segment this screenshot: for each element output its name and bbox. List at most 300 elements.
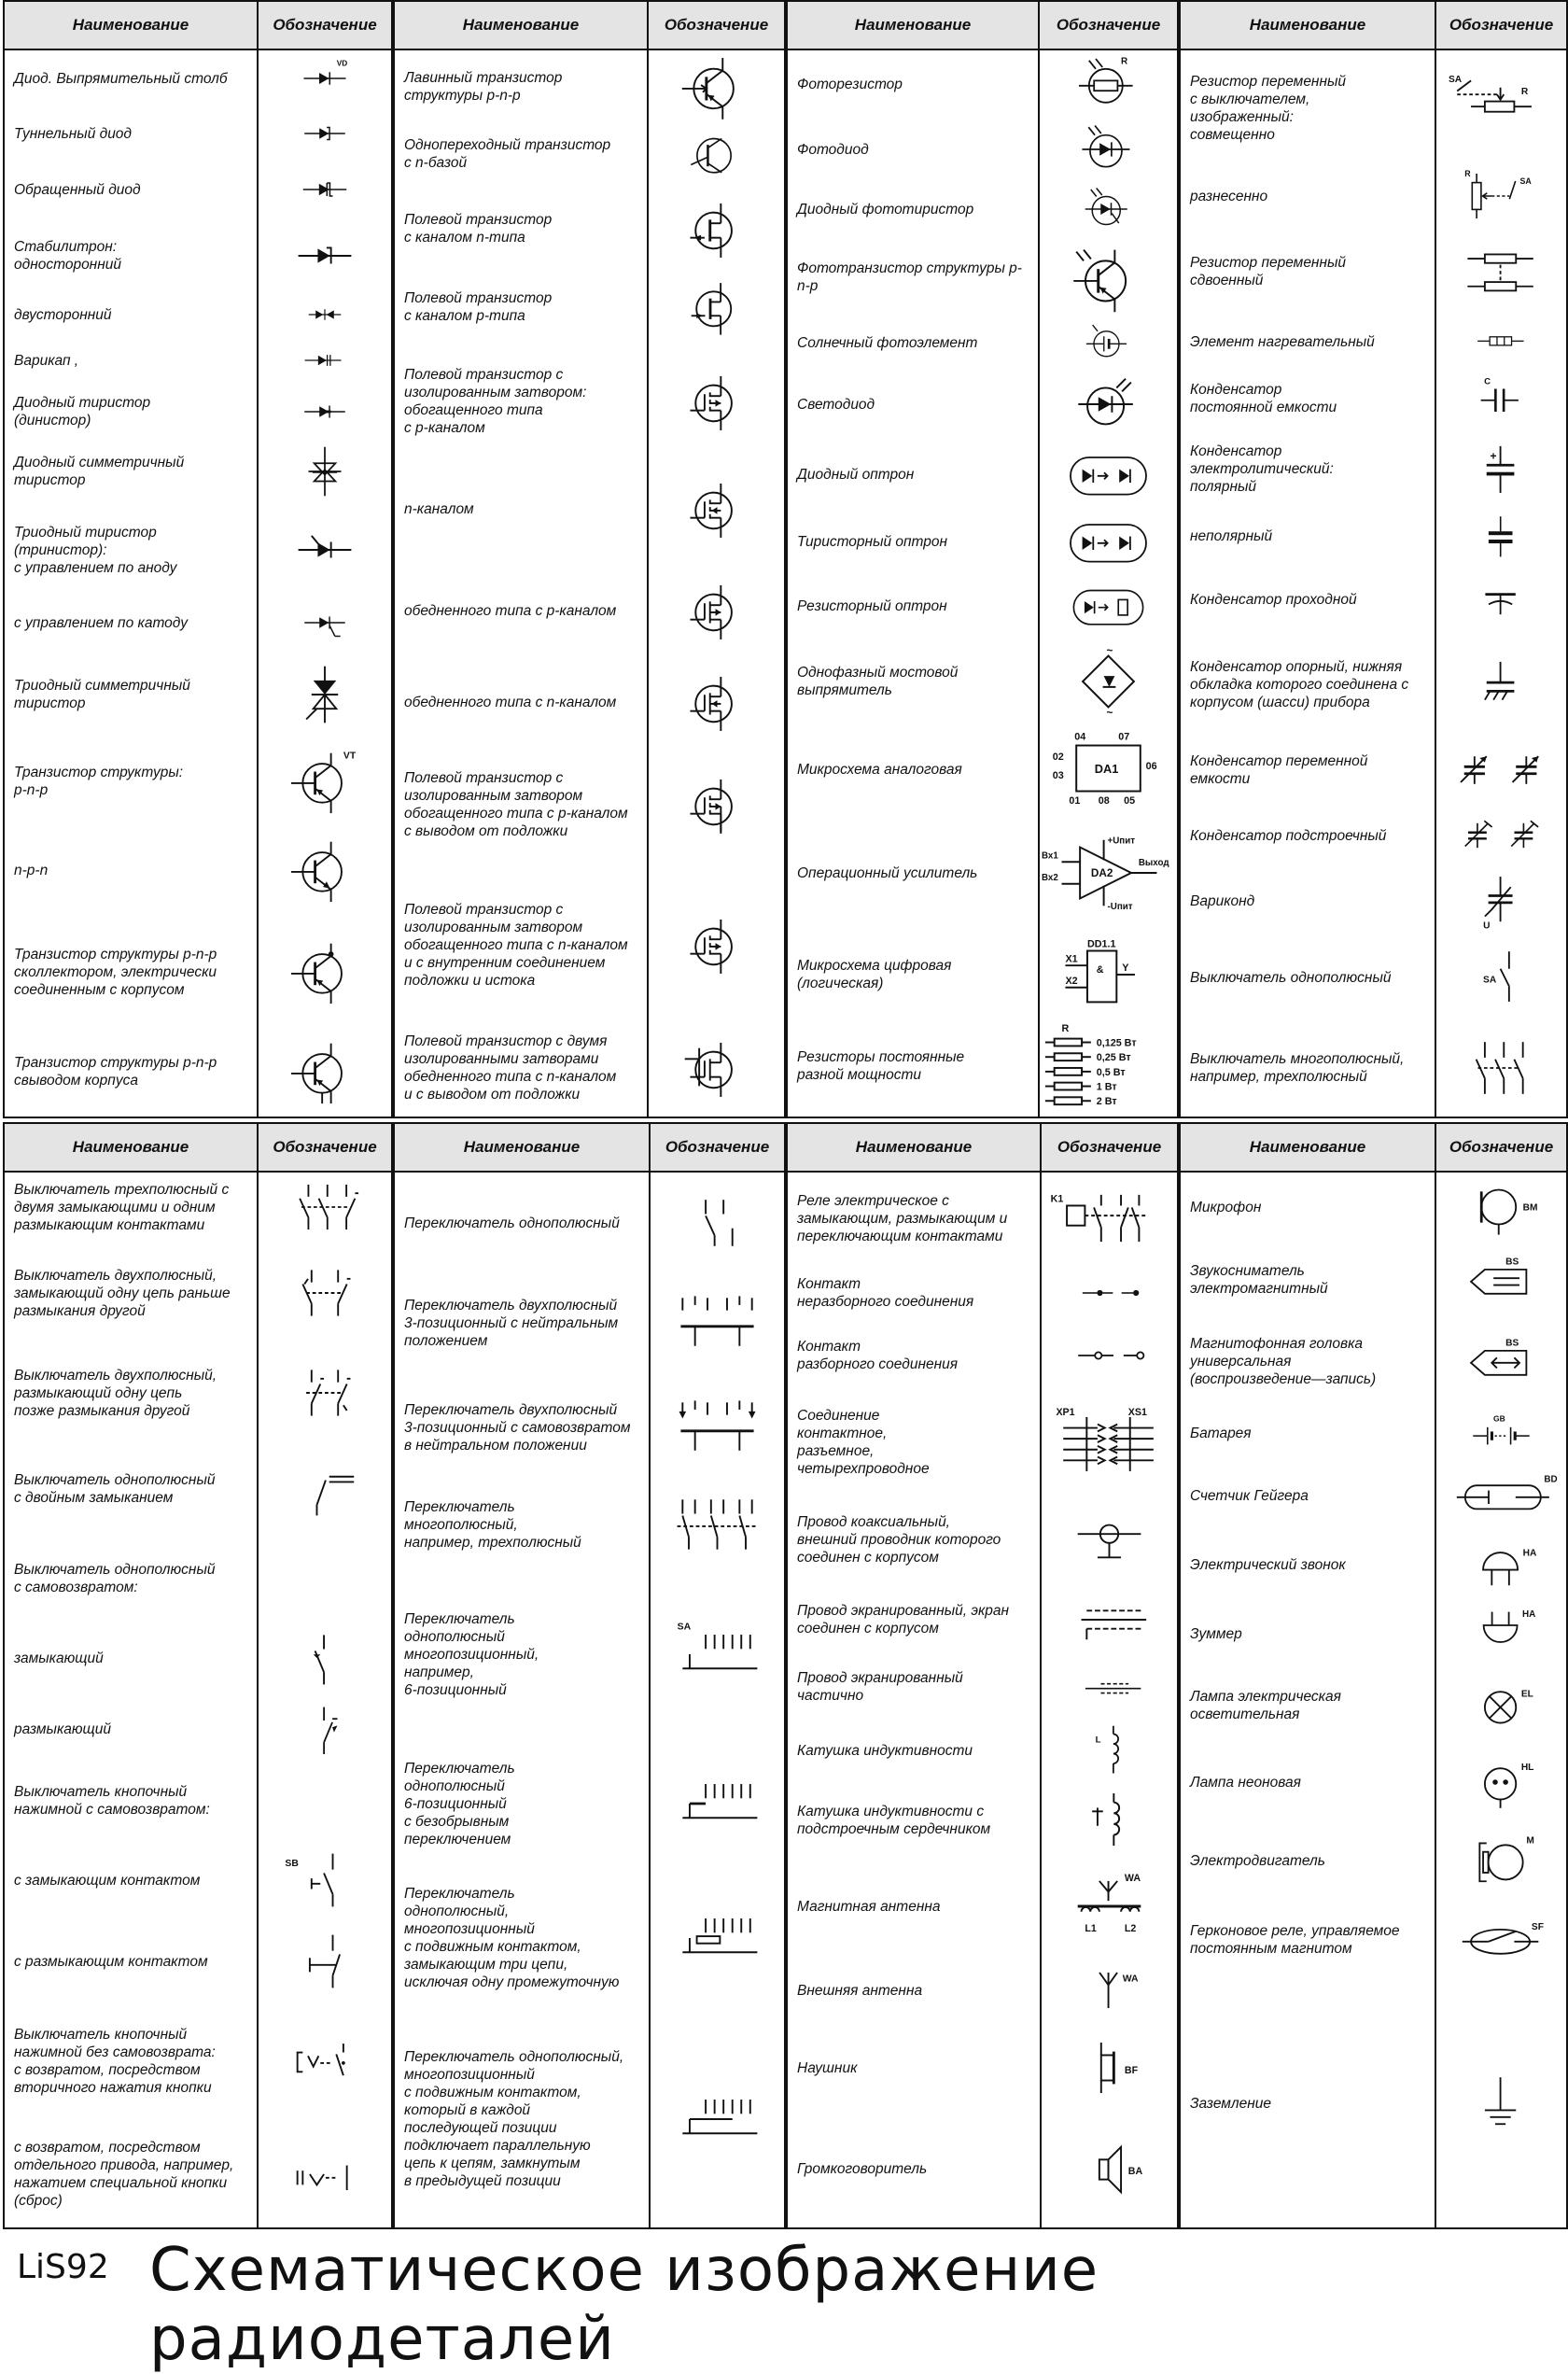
component-name: Лавинный транзистор структуры р-n-р [404, 70, 563, 104]
component-name: с размыкающим контактом [14, 1953, 208, 1970]
svg-text:07: 07 [1118, 731, 1130, 743]
polar-capacitor-icon [1436, 431, 1566, 506]
table-row [788, 50, 1177, 118]
spdt-changeover-icon [651, 1173, 784, 1273]
header-name: Наименование [72, 16, 189, 34]
table-row [788, 575, 1177, 637]
svg-text:HA: HA [1522, 1548, 1537, 1559]
table-row [395, 461, 784, 556]
table-row [788, 1656, 1177, 1718]
component-name: Переключатель однополюсный, многопозиционный с подвижным контактом, который в каждой последующей позиции подключает параллельную цепь к цепям, замкнутым в предыдущей позиции [404, 2049, 624, 2189]
table-row [5, 739, 391, 823]
component-name: Туннельный диод [14, 125, 132, 142]
svg-text:Выход: Выход [1138, 858, 1169, 869]
table-row [1181, 166, 1566, 226]
component-name: Переключатель двухполюсный 3-позиционный с самовозвратом в нейтральном положении [404, 1401, 631, 1454]
table-header [788, 1124, 1177, 1173]
component-name: n-p-n [14, 862, 49, 878]
table-row [395, 665, 784, 739]
svg-text:WA: WA [1124, 1872, 1141, 1884]
dp3t-neutral-icon [651, 1273, 784, 1372]
component-name: Переключатель многополюсный, например, трехполюсный [404, 1498, 581, 1551]
svg-text:R: R [1061, 1022, 1070, 1034]
table-row [5, 1242, 391, 1344]
svg-text:DA1: DA1 [1094, 761, 1119, 776]
component-name: Диодный фототиристор [797, 201, 974, 218]
table-row [5, 1839, 391, 1921]
table-row [5, 293, 391, 336]
table-row [1181, 1019, 1566, 1117]
component-name: Выключатель кнопочный нажимной с самовозвратом: [14, 1784, 210, 1818]
component-name: Выключатель однополюсный с самовозвратом: [14, 1562, 216, 1595]
page-title: Схематическое изображение радиодеталей [149, 2236, 1099, 2374]
component-name: Стабилитрон: односторонний [14, 239, 121, 273]
svg-text:BF: BF [1124, 2064, 1139, 2076]
symbol-table-p1 [3, 0, 393, 1118]
solar-cell-icon [1040, 317, 1177, 368]
table-row [788, 1783, 1177, 1858]
symbol-table-p3 [786, 0, 1179, 1118]
svg-text:02: 02 [1052, 752, 1064, 764]
dp3t-return-icon [651, 1372, 784, 1482]
component-name: Контакт разборного соединения [797, 1339, 959, 1372]
component-name: Зуммер [1190, 1625, 1242, 1642]
permanent-contact-icon [1042, 1264, 1177, 1322]
table-header [1181, 2, 1566, 50]
component-name: Резисторный оптрон [797, 597, 947, 614]
table-row [788, 368, 1177, 441]
pnp-case-lead-icon [259, 1027, 391, 1117]
table-row [5, 1621, 391, 1695]
break-later-icon [259, 1344, 391, 1441]
svg-text:08: 08 [1098, 795, 1110, 808]
component-name: Полевой транзистор с двумя изолированными затворами обедненного типа с n-каналом и с выводом от подложки [404, 1033, 617, 1103]
backward-diode-icon [259, 161, 391, 218]
table-row [5, 161, 391, 218]
svg-text:-Uпит: -Uпит [1107, 902, 1133, 913]
table-row [395, 1173, 784, 1273]
table-row [1181, 1667, 1566, 1744]
table-row [788, 1955, 1177, 2026]
svg-text:0,5 Вт: 0,5 Вт [1096, 1066, 1126, 1078]
header-name: Наименование [855, 1138, 973, 1156]
svg-text:WA: WA [1122, 1974, 1139, 1985]
svg-text:L2: L2 [1124, 1923, 1137, 1935]
component-name: Обращенный диод [14, 181, 141, 198]
table-row [788, 181, 1177, 237]
table-row [788, 118, 1177, 181]
table-row [1181, 506, 1566, 566]
partially-shielded-wire-icon [1042, 1656, 1177, 1718]
component-name: Фоторезистор [797, 76, 903, 92]
footer [0, 2231, 1568, 2374]
phototransistor-icon [1040, 237, 1177, 317]
mosfet-dep-n-icon [649, 665, 784, 739]
component-name: двусторонний [14, 306, 112, 323]
component-name: Реле электрическое с замыкающим, размыкающим и переключающим контактами [797, 1192, 1008, 1244]
svg-text:SA: SA [1448, 75, 1463, 86]
svg-text:DD1.1: DD1.1 [1086, 938, 1116, 950]
component-name: Резистор переменный с выключателем, изображенный: совмещенно [1190, 74, 1347, 143]
svg-text:DA2: DA2 [1090, 866, 1113, 879]
table-row [395, 1742, 784, 1865]
unijunction-transistor-icon [649, 123, 784, 185]
three-pole-changeover-icon [651, 1482, 784, 1566]
svg-text:BA: BA [1127, 2165, 1143, 2177]
tunable-inductor-icon [1042, 1783, 1177, 1858]
table-row [1181, 317, 1566, 366]
npn-transistor-icon [259, 823, 391, 917]
svg-text:XS1: XS1 [1127, 1407, 1147, 1418]
table-row [5, 1344, 391, 1441]
svg-text:Вх2: Вх2 [1041, 872, 1058, 883]
tape-head-icon [1436, 1318, 1566, 1404]
mosfet-internal-icon [649, 870, 784, 1019]
svg-text:GB: GB [1492, 1413, 1505, 1424]
pushbutton-nc-icon [259, 1921, 391, 2002]
svg-text:2 Вт: 2 Вт [1096, 1096, 1117, 1108]
variable-capacitor-icon [1436, 736, 1566, 805]
table-row [5, 504, 391, 596]
svg-text:04: 04 [1074, 731, 1086, 743]
svg-text:0,25 Вт: 0,25 Вт [1096, 1052, 1131, 1064]
pnp-collector-case-icon [259, 917, 391, 1027]
component-name: Счетчик Гейгера [1190, 1487, 1309, 1504]
photothyristor-icon [1040, 181, 1177, 237]
svg-text:&: & [1096, 964, 1104, 976]
table-row [395, 1019, 784, 1117]
table-row [1181, 431, 1566, 506]
svg-text:K1: K1 [1050, 1193, 1064, 1205]
component-name: Магнитная антенна [797, 1898, 941, 1915]
header-symbol: Обозначение [1040, 1124, 1177, 1171]
header-name: Наименование [72, 1138, 189, 1156]
double-make-switch-icon [259, 1441, 391, 1537]
diode-optocoupler-icon [1040, 441, 1177, 508]
svg-text:Вх1: Вх1 [1041, 850, 1058, 862]
table-row [788, 1264, 1177, 1322]
component-name: Выключатель многополюсный, например, трехполюсный [1190, 1051, 1405, 1085]
symbol-table-p2 [393, 0, 786, 1118]
table-row [395, 123, 784, 185]
mosfet-dep-p-icon [649, 556, 784, 665]
component-name: Однофазный мостовой выпрямитель [797, 665, 959, 698]
table-row [5, 50, 391, 106]
table-row [788, 1389, 1177, 1496]
table-row [788, 2110, 1177, 2227]
loudspeaker-icon [1042, 2110, 1177, 2227]
svg-text:SF: SF [1531, 1921, 1544, 1932]
switch-2no-1nc-icon [259, 1173, 391, 1242]
table-row [788, 237, 1177, 317]
table-row [395, 1566, 784, 1742]
lamp-icon [1436, 1667, 1566, 1744]
table-row [1181, 866, 1566, 935]
table-row [788, 317, 1177, 368]
component-name: Наушник [797, 2059, 858, 2076]
svg-text:M: M [1526, 1835, 1534, 1847]
table-row [788, 1496, 1177, 1583]
support-capacitor-icon [1436, 633, 1566, 736]
svg-text:+: + [1490, 449, 1497, 463]
pushbutton-second-press-icon [259, 2002, 391, 2121]
component-name: Транзистор структуры: р-n-р [14, 765, 184, 798]
component-name: Полевой транзистор с каналом n-типа [404, 212, 553, 246]
header-symbol: Обозначение [257, 2, 391, 49]
table-row [395, 2011, 784, 2227]
make-before-break-icon [259, 1242, 391, 1344]
diac-icon [259, 439, 391, 504]
dinistor-icon [259, 385, 391, 439]
component-name: Фототранзистор структуры р-n-р [797, 260, 1022, 294]
component-name: с замыкающим контактом [14, 1872, 201, 1889]
component-name: Полевой транзистор с каналом р-типа [404, 290, 553, 324]
table-row [1181, 1979, 1566, 2227]
table-row [395, 1865, 784, 2011]
component-name: Герконовое реле, управляемое постоянным магнитом [1190, 1923, 1400, 1957]
bidirectional-zener-icon [259, 293, 391, 336]
antenna-icon [1042, 1955, 1177, 2026]
ground-icon [1436, 1979, 1566, 2227]
table-row [395, 1372, 784, 1482]
component-name: Варикап , [14, 352, 79, 369]
svg-text:SB: SB [285, 1858, 299, 1869]
coax-icon [1042, 1496, 1177, 1583]
component-name: Элемент нагревательный [1190, 333, 1375, 350]
table-row [788, 637, 1177, 726]
component-name: размыкающий [14, 1721, 111, 1737]
svg-text:X1: X1 [1065, 953, 1078, 965]
component-name: Выключатель кнопочный нажимной без самовозврата: с возвратом, посредством вторичного нажатия кнопки [14, 2027, 216, 2096]
mosfet-enh-p-icon [649, 342, 784, 461]
reed-relay-icon [1436, 1901, 1566, 1979]
table-row [1181, 935, 1566, 1019]
magnetic-antenna-icon [1042, 1858, 1177, 1955]
table-row [788, 2026, 1177, 2110]
analog-ic-icon [1040, 726, 1177, 812]
thyristor-cathode-icon [259, 596, 391, 650]
header-symbol: Обозначение [647, 2, 784, 49]
table-row [1181, 1242, 1566, 1318]
component-name: Переключатель однополюсный, многопозиционный с подвижным контактом, замыкающим три цепи, исключая одну промежуточную [404, 1886, 620, 1990]
component-name: Лампа неоновая [1190, 1774, 1301, 1791]
component-name: Соединение контактное, разъемное, четырехпроводное [797, 1408, 930, 1477]
component-name: Вариконд [1190, 892, 1255, 909]
symbol-table-p8 [1179, 1122, 1568, 2229]
svg-text:03: 03 [1052, 769, 1064, 781]
component-name: Провод экранированный частично [797, 1670, 963, 1704]
table-header [5, 1124, 391, 1173]
svg-text:BM: BM [1522, 1202, 1538, 1214]
microphone-icon [1436, 1173, 1566, 1242]
component-name: Диодный тиристор (динистор) [14, 395, 151, 428]
component-name: Полевой транзистор с изолированным затвором обогащенного типа с р-каналом с выводом от подложки [404, 770, 628, 839]
table-row [788, 812, 1177, 934]
component-name: с управлением по катоду [14, 614, 188, 631]
header-symbol: Обозначение [1435, 2, 1566, 49]
table-row [5, 106, 391, 161]
component-name: неполярный [1190, 527, 1273, 544]
table-row [5, 1921, 391, 2002]
table-row [1181, 1318, 1566, 1404]
pot-switch-separated-icon [1436, 166, 1566, 226]
table-row [395, 185, 784, 273]
pickup-icon [1436, 1242, 1566, 1318]
svg-text:XP1: XP1 [1056, 1407, 1075, 1418]
svg-text:HA: HA [1522, 1609, 1536, 1620]
earphone-icon [1042, 2026, 1177, 2110]
component-name: Выключатель однополюсный [1190, 969, 1392, 986]
table-row [788, 1718, 1177, 1783]
component-name: Выключатель двухполюсный, замыкающий одну цепь раньше размыкания другой [14, 1267, 231, 1319]
table-row [5, 1441, 391, 1537]
component-name: Переключатель однополюсный многопозиционный, например, 6-позиционный [404, 1610, 539, 1698]
svg-text:01: 01 [1069, 795, 1081, 808]
component-name: Звукосниматель электромагнитный [1190, 1263, 1328, 1297]
component-name: Диодный оптрон [797, 466, 915, 483]
component-name: Резисторы постоянные разной мощности [797, 1049, 965, 1083]
svg-text:U: U [1483, 920, 1491, 932]
header-name: Наименование [1249, 16, 1366, 34]
component-name: Переключатель однополюсный 6-позиционный с безобрывным переключением [404, 1760, 515, 1847]
svg-text:C: C [1484, 376, 1491, 387]
component-name: Провод коаксиальный, внешний проводник которого соединен с корпусом [797, 1513, 1001, 1566]
table-row [1181, 1529, 1566, 1600]
component-name: Микросхема аналоговая [797, 761, 962, 778]
symbol-table-p5 [3, 1122, 393, 2229]
jfet-p-icon [649, 273, 784, 342]
component-name: Конденсатор постоянной емкости [1190, 382, 1337, 415]
svg-text:06: 06 [1145, 761, 1157, 772]
component-name: Переключатель однополюсный [404, 1215, 620, 1231]
three-pole-switch-icon [1436, 1019, 1566, 1117]
table-row [5, 439, 391, 504]
zener-diode-icon [259, 218, 391, 293]
svg-text:HL: HL [1520, 1763, 1534, 1774]
table-header [5, 2, 391, 50]
svg-text:Y: Y [1122, 962, 1129, 975]
geiger-counter-icon [1436, 1462, 1566, 1529]
diode-icon [259, 50, 391, 106]
component-name: Переключатель двухполюсный 3-позиционный с нейтральным положением [404, 1297, 619, 1349]
svg-text:0,125 Вт: 0,125 Вт [1096, 1037, 1137, 1049]
header-symbol: Обозначение [1038, 2, 1177, 49]
component-name: Полевой транзистор с изолированным затвором: обогащенного типа с р-каналом [404, 367, 587, 436]
component-name: Провод экранированный, экран соединен с корпусом [797, 1603, 1010, 1637]
buzzer-icon [1436, 1600, 1566, 1667]
component-name: Контакт неразборного соединения [797, 1276, 974, 1310]
component-name: Резистор переменный сдвоенный [1190, 255, 1347, 288]
header-name: Наименование [463, 1138, 581, 1156]
svg-text:05: 05 [1124, 795, 1136, 808]
svg-text:EL: EL [1520, 1689, 1533, 1700]
component-name: Транзистор структуры р-n-р свыводом корпуса [14, 1055, 217, 1089]
component-name: Полевой транзистор с изолированным затвором обогащенного типа с n-каналом и с внутренним соединением подложки и истока [404, 901, 628, 989]
table-row [5, 1173, 391, 1242]
pnp-transistor-icon [259, 739, 391, 823]
component-name: обедненного типа с n-каналом [404, 694, 617, 710]
table-row [5, 823, 391, 917]
component-name: Однопереходный транзистор с n-базой [404, 137, 611, 171]
symbol-table-p4 [1179, 0, 1568, 1118]
table-row [788, 726, 1177, 812]
pushbutton-reset-icon [259, 2121, 391, 2227]
table-row [788, 508, 1177, 575]
table-row [395, 1482, 784, 1566]
rotary-cumulative-icon [651, 2011, 784, 2227]
battery-icon [1436, 1404, 1566, 1462]
rotary-three-circuit-icon [651, 1865, 784, 2011]
table-row [395, 1273, 784, 1372]
table-row [1181, 736, 1566, 805]
component-name: замыкающий [14, 1650, 104, 1666]
table-row [395, 870, 784, 1019]
svg-text:VT: VT [343, 751, 357, 762]
component-name: Конденсатор проходной [1190, 591, 1357, 608]
component-name: n-каналом [404, 500, 474, 517]
mosfet-substrate-icon [649, 739, 784, 870]
table-row [5, 1763, 391, 1839]
component-name: Транзистор структуры р-n-р сколлектором, электрически соединенным с корпусом [14, 946, 217, 998]
pot-switch-combined-icon [1436, 50, 1566, 166]
table-row [788, 441, 1177, 508]
table-row [1181, 1404, 1566, 1462]
component-name: разнесенно [1190, 188, 1268, 204]
component-name: Электрический звонок [1190, 1556, 1346, 1573]
header-symbol: Обозначение [257, 1124, 391, 1171]
component-name: Конденсатор опорный, нижняя обкладка которого соединена с корпусом (шасси) прибора [1190, 658, 1409, 710]
symbol-table-p6 [393, 1122, 786, 2229]
component-name: Тиристорный оптрон [797, 533, 948, 550]
component-name: Фотодиод [797, 141, 869, 158]
svg-text:1 Вт: 1 Вт [1096, 1081, 1117, 1093]
svg-text:~: ~ [1106, 707, 1113, 720]
table-row [788, 934, 1177, 1016]
bell-icon [1436, 1529, 1566, 1600]
table-header [1181, 1124, 1566, 1173]
pushbutton-no-icon [259, 1839, 391, 1921]
symbol-table-p7 [786, 1122, 1179, 2229]
table-row [5, 1537, 391, 1621]
component-name: Громкоговоритель [797, 2160, 928, 2177]
table-row [1181, 366, 1566, 431]
component-name: Диод. Выпрямительный столб [14, 70, 228, 87]
neon-lamp-icon [1436, 1744, 1566, 1820]
table-row [5, 917, 391, 1027]
component-name: Солнечный фотоэлемент [797, 334, 978, 351]
table-row [1181, 1462, 1566, 1529]
table-header [788, 2, 1177, 50]
svg-text:SA: SA [1519, 176, 1532, 187]
table-row [1181, 1600, 1566, 1667]
digital-ic-icon [1040, 934, 1177, 1016]
svg-text:L: L [1095, 1735, 1101, 1746]
svg-text:~: ~ [1106, 644, 1113, 657]
table-row [1181, 50, 1566, 166]
return-no-switch-icon [259, 1621, 391, 1695]
svg-text:BD: BD [1544, 1474, 1558, 1485]
mosfet-enh-n-icon [649, 461, 784, 556]
svg-text:VD: VD [336, 59, 348, 68]
capacitor-icon [1436, 366, 1566, 431]
motor-icon [1436, 1820, 1566, 1901]
fixed-resistors-icon [1040, 1016, 1177, 1117]
component-name: Триодный тиристор (тринистор): с управлением по аноду [14, 524, 177, 576]
table-row [5, 336, 391, 385]
table-row [1181, 226, 1566, 317]
component-name: Конденсатор электролитический: полярный [1190, 442, 1334, 495]
table-row [5, 218, 391, 293]
